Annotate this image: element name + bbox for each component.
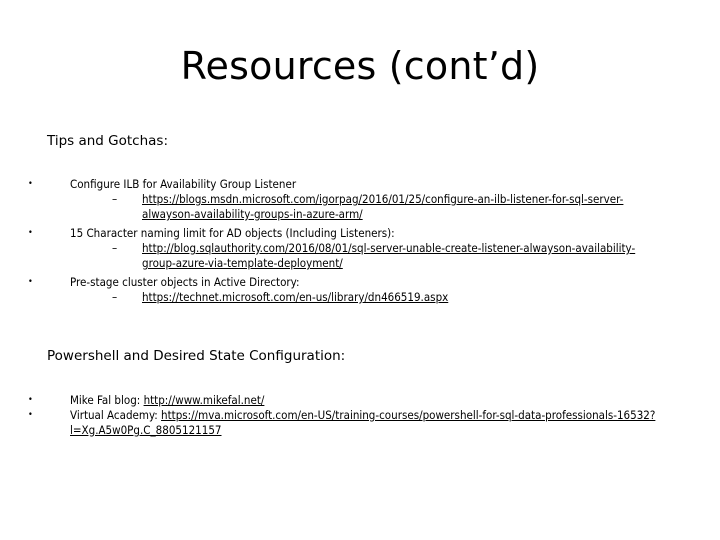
list-item xyxy=(28,177,668,222)
powershell-list xyxy=(28,393,668,442)
list-item xyxy=(28,393,668,408)
slide-title: Resources (cont’d) xyxy=(180,44,540,88)
bullet-icon: • xyxy=(28,395,33,405)
resource-link[interactable]: https://mva.microsoft.com/en-US/training-courses/powershell-for-sql-data-professionals-16532?l=Xg.A5w0Pg.C_8805121157 xyxy=(70,408,656,437)
item-text: Configure ILB for Availability Group Listener xyxy=(70,177,297,191)
section-heading-powershell: Powershell and Desired State Configuration: xyxy=(47,348,346,364)
bullet-icon: • xyxy=(28,179,33,189)
sub-item xyxy=(70,290,668,305)
dash-icon: – xyxy=(112,192,118,206)
resource-link[interactable]: https://technet.microsoft.com/en-us/library/dn466519.aspx xyxy=(142,290,449,304)
dash-icon: – xyxy=(112,241,118,255)
bullet-icon: • xyxy=(28,410,33,420)
bullet-icon: • xyxy=(28,277,33,287)
dash-icon: – xyxy=(112,290,118,304)
resource-link[interactable]: https://blogs.msdn.microsoft.com/igorpag/2016/01/25/configure-an-ilb-listener-for-sql-server-alwayson-availability-groups-in-azure-arm/ xyxy=(142,192,624,221)
bullet-icon: • xyxy=(28,228,33,238)
list-item xyxy=(28,275,668,305)
section-heading-tips: Tips and Gotchas: xyxy=(47,133,169,149)
item-text: Pre-stage cluster objects in Active Directory: xyxy=(70,275,300,289)
sub-item xyxy=(70,241,668,271)
item-label: Virtual Academy: xyxy=(70,408,162,422)
item-text: 15 Character naming limit for AD objects (Including Listeners): xyxy=(70,226,395,240)
resource-link[interactable]: http://www.mikefal.net/ xyxy=(143,393,265,407)
list-item xyxy=(28,226,668,271)
sub-item xyxy=(70,192,668,222)
item-label: Mike Fal blog: xyxy=(70,393,144,407)
tips-list xyxy=(28,177,668,309)
resource-link[interactable]: http://blog.sqlauthority.com/2016/08/01/sql-server-unable-create-listener-alwayson-availability-group-azure-via-template-deployment/ xyxy=(142,241,636,270)
list-item xyxy=(28,408,668,438)
